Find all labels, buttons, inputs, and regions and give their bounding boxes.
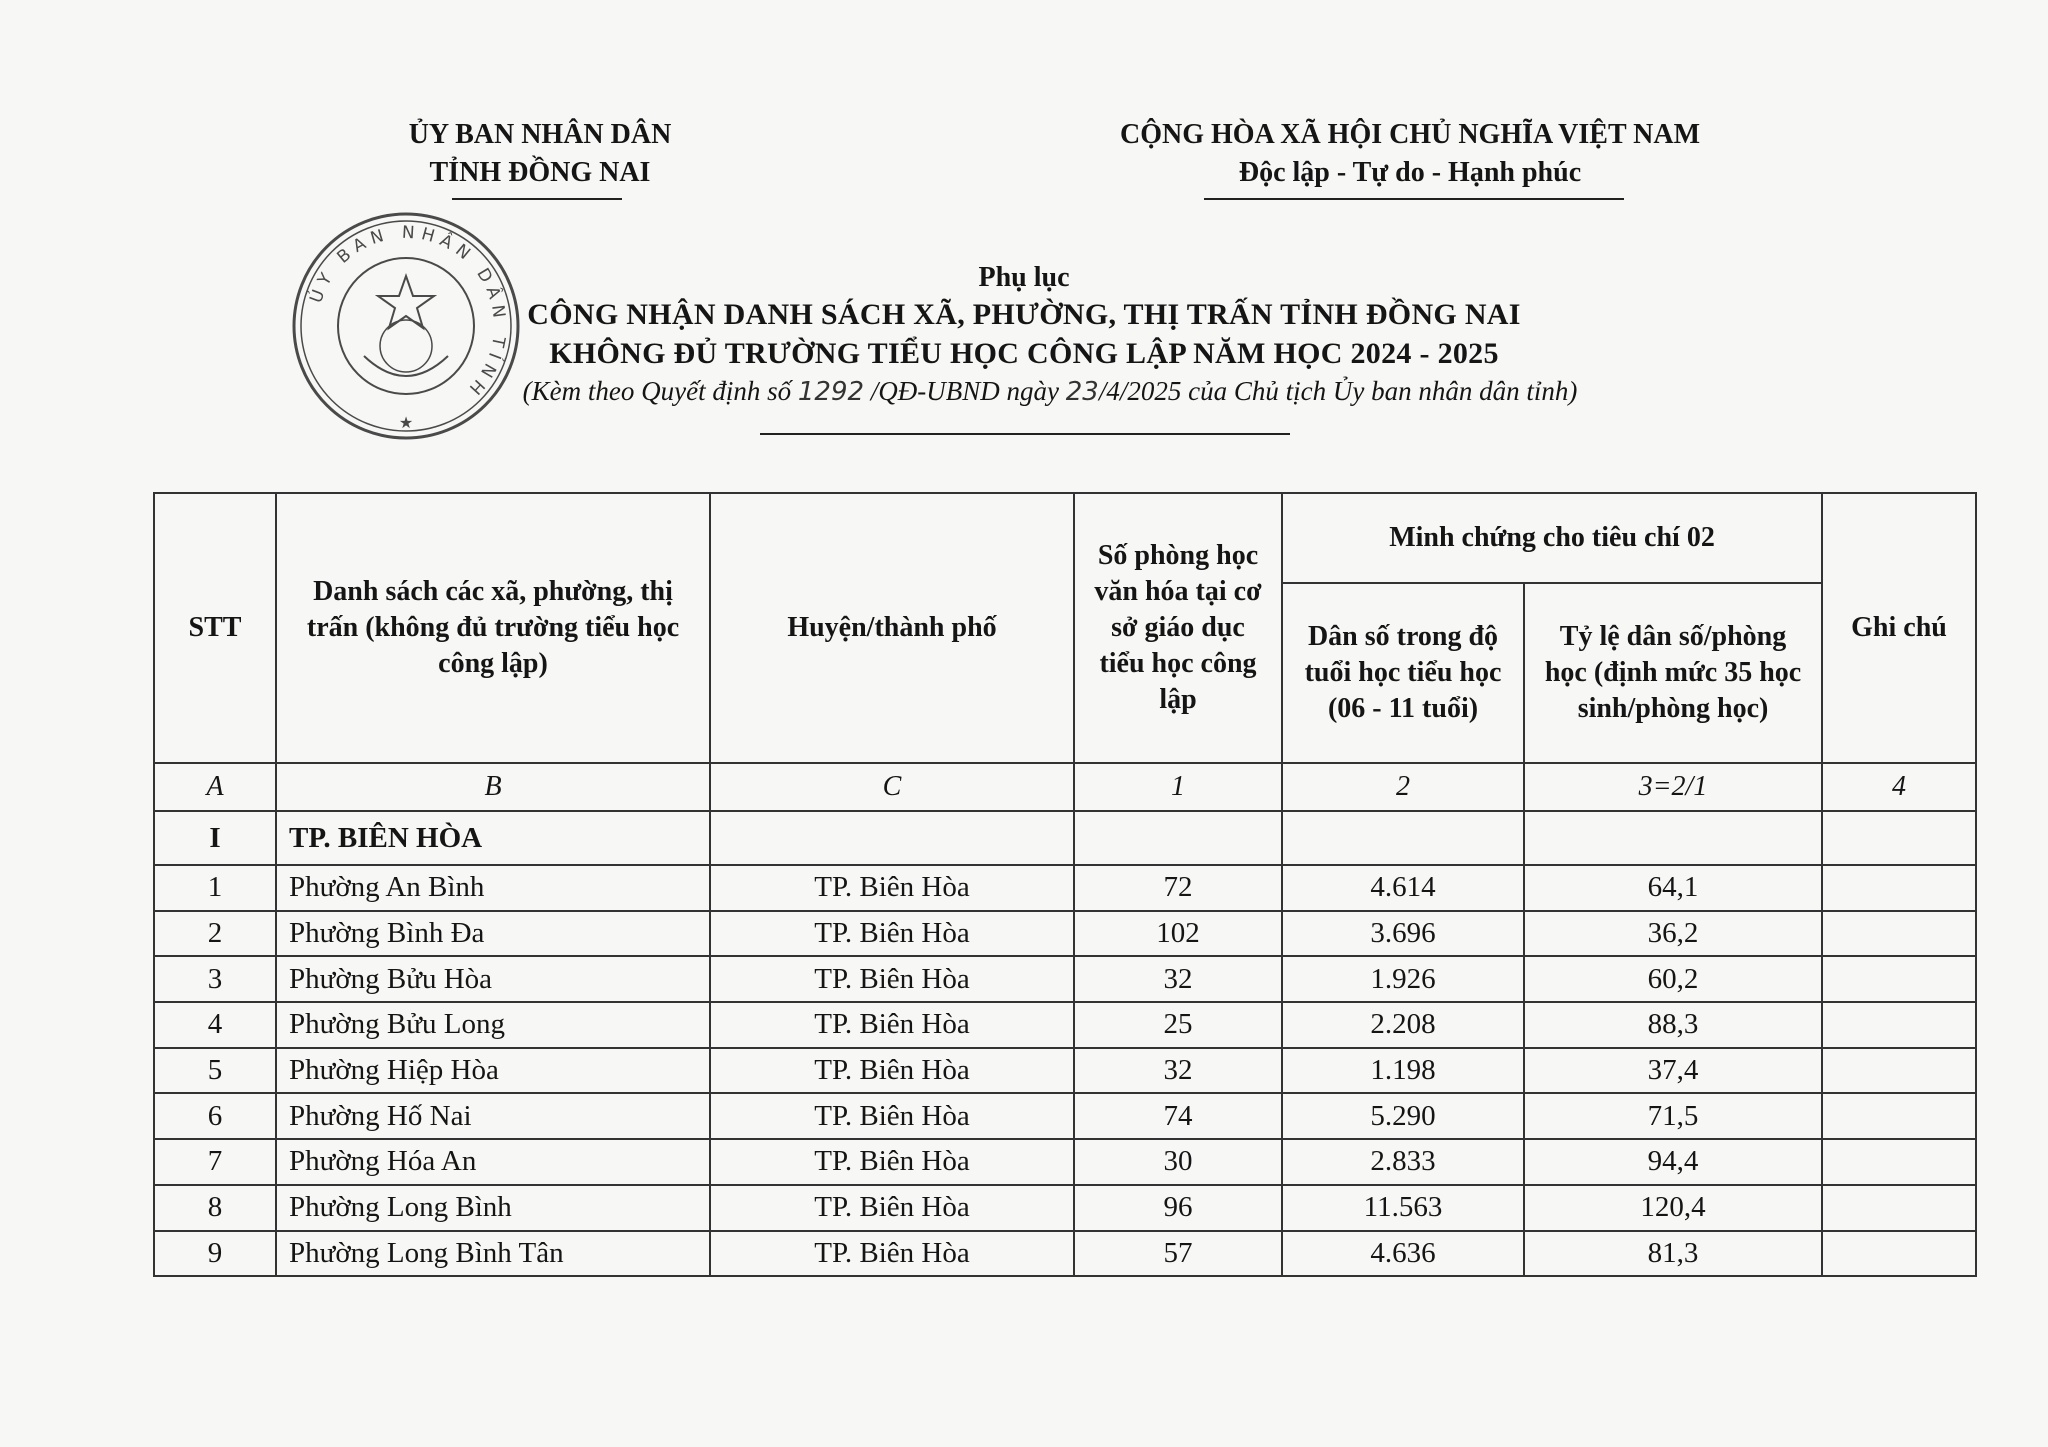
row-stt: 9	[154, 1231, 276, 1277]
row-classrooms: 30	[1074, 1139, 1282, 1185]
row-district: TP. Biên Hòa	[710, 1185, 1074, 1231]
row-classrooms: 96	[1074, 1185, 1282, 1231]
issuer-line2: TỈNH ĐỒNG NAI	[429, 157, 651, 188]
table-row	[154, 865, 1976, 911]
empty-cell	[1074, 811, 1282, 865]
row-ratio: 81,3	[1524, 1231, 1822, 1277]
motto-underline	[1204, 198, 1624, 200]
header-district: Huyện/thành phố	[710, 493, 1074, 763]
row-commune-name: Phường Hóa An	[276, 1139, 710, 1185]
row-note	[1822, 865, 1976, 911]
row-commune-name: Phường Long Bình	[276, 1185, 710, 1231]
row-district: TP. Biên Hòa	[710, 1231, 1074, 1277]
row-classrooms: 32	[1074, 956, 1282, 1002]
row-note	[1822, 956, 1976, 1002]
section-number: I	[154, 811, 276, 865]
row-ratio: 36,2	[1524, 911, 1822, 957]
row-commune-name: Phường Hiệp Hòa	[276, 1048, 710, 1094]
row-stt: 1	[154, 865, 276, 911]
table-row	[154, 911, 1976, 957]
row-classrooms: 102	[1074, 911, 1282, 957]
appendix-label: Phụ lục	[978, 262, 1070, 293]
header-population: Dân số trong độ tuổi học tiểu học (06 - 11 tuổi)	[1282, 583, 1524, 763]
index-cell: A	[154, 763, 276, 811]
row-stt: 5	[154, 1048, 276, 1094]
empty-cell	[1282, 811, 1524, 865]
empty-cell	[710, 811, 1074, 865]
table-row	[154, 1139, 1976, 1185]
issuer-line1: ỦY BAN NHÂN DÂN	[408, 119, 672, 150]
row-district: TP. Biên Hòa	[710, 1002, 1074, 1048]
table-row	[154, 1048, 1976, 1094]
row-classrooms: 25	[1074, 1002, 1282, 1048]
row-ratio: 94,4	[1524, 1139, 1822, 1185]
row-note	[1822, 1093, 1976, 1139]
country-name: CỘNG HÒA XÃ HỘI CHỦ NGHĨA VIỆT NAM	[1119, 119, 1701, 150]
column-index-row	[154, 763, 1976, 811]
index-cell: 4	[1822, 763, 1976, 811]
row-commune-name: Phường Hố Nai	[276, 1093, 710, 1139]
decision-number: 1292	[797, 377, 865, 407]
table-row	[154, 1185, 1976, 1231]
motto: Độc lập - Tự do - Hạnh phúc	[1238, 157, 1582, 188]
document-title-line2: KHÔNG ĐỦ TRƯỜNG TIỂU HỌC CÔNG LẬP NĂM HỌC 2024 - 2025	[549, 337, 1499, 370]
decision-suffix: /4/2025 của Chủ tịch Ủy ban nhân dân tỉnh)	[1098, 376, 1578, 406]
row-commune-name: Phường Bửu Long	[276, 1002, 710, 1048]
empty-cell	[1524, 811, 1822, 865]
row-district: TP. Biên Hòa	[710, 1093, 1074, 1139]
row-ratio: 71,5	[1524, 1093, 1822, 1139]
row-district: TP. Biên Hòa	[710, 1139, 1074, 1185]
row-note	[1822, 1048, 1976, 1094]
index-cell: 2	[1282, 763, 1524, 811]
row-classrooms: 57	[1074, 1231, 1282, 1277]
row-population: 1.926	[1282, 956, 1524, 1002]
index-cell: C	[710, 763, 1074, 811]
row-population: 2.833	[1282, 1139, 1524, 1185]
issuer-underline	[452, 198, 622, 200]
decision-reference	[360, 376, 1740, 407]
index-cell: 1	[1074, 763, 1282, 811]
header-ratio: Tỷ lệ dân số/phòng học (định mức 35 học sinh/phòng học)	[1524, 583, 1822, 763]
national-motto-block	[1060, 116, 1760, 192]
row-commune-name: Phường Bình Đa	[276, 911, 710, 957]
section-name: TP. BIÊN HÒA	[276, 811, 710, 865]
row-population: 1.198	[1282, 1048, 1524, 1094]
header-classrooms: Số phòng học văn hóa tại cơ sở giáo dục tiểu học công lập	[1074, 493, 1282, 763]
row-stt: 4	[154, 1002, 276, 1048]
decision-prefix: (Kèm theo Quyết định số	[522, 376, 798, 406]
title-underline	[760, 433, 1290, 435]
seal-ring-text: ỦY BAN NHÂN DÂN TỈNH	[306, 222, 510, 403]
decision-mid: /QĐ-UBND ngày	[864, 376, 1066, 406]
row-note	[1822, 1139, 1976, 1185]
row-commune-name: Phường An Bình	[276, 865, 710, 911]
header-evidence: Minh chứng cho tiêu chí 02	[1282, 493, 1822, 583]
row-district: TP. Biên Hòa	[710, 865, 1074, 911]
table-row	[154, 956, 1976, 1002]
row-population: 2.208	[1282, 1002, 1524, 1048]
section-row	[154, 811, 1976, 865]
empty-cell	[1822, 811, 1976, 865]
commune-table	[153, 492, 1977, 1277]
row-stt: 3	[154, 956, 276, 1002]
row-district: TP. Biên Hòa	[710, 956, 1074, 1002]
row-note	[1822, 1002, 1976, 1048]
row-classrooms: 72	[1074, 865, 1282, 911]
row-district: TP. Biên Hòa	[710, 911, 1074, 957]
header-commune-list: Danh sách các xã, phường, thị trấn (không đủ trường tiểu học công lập)	[276, 493, 710, 763]
issuer-block	[330, 116, 750, 192]
svg-text:★: ★	[398, 415, 414, 432]
row-stt: 8	[154, 1185, 276, 1231]
row-classrooms: 74	[1074, 1093, 1282, 1139]
row-stt: 2	[154, 911, 276, 957]
row-note	[1822, 1185, 1976, 1231]
decision-day: 23	[1065, 377, 1099, 407]
row-population: 11.563	[1282, 1185, 1524, 1231]
index-cell: 3=2/1	[1524, 763, 1822, 811]
row-population: 5.290	[1282, 1093, 1524, 1139]
row-population: 4.614	[1282, 865, 1524, 911]
row-ratio: 64,1	[1524, 865, 1822, 911]
document-title-line1: CÔNG NHẬN DANH SÁCH XÃ, PHƯỜNG, THỊ TRẤN TỈNH ĐỒNG NAI	[527, 298, 1521, 331]
row-ratio: 60,2	[1524, 956, 1822, 1002]
row-ratio: 37,4	[1524, 1048, 1822, 1094]
row-note	[1822, 1231, 1976, 1277]
row-district: TP. Biên Hòa	[710, 1048, 1074, 1094]
row-population: 4.636	[1282, 1231, 1524, 1277]
row-note	[1822, 911, 1976, 957]
table-row	[154, 1093, 1976, 1139]
row-stt: 7	[154, 1139, 276, 1185]
row-ratio: 88,3	[1524, 1002, 1822, 1048]
row-population: 3.696	[1282, 911, 1524, 957]
row-stt: 6	[154, 1093, 276, 1139]
table-row	[154, 1002, 1976, 1048]
row-ratio: 120,4	[1524, 1185, 1822, 1231]
header-stt: STT	[154, 493, 276, 763]
row-commune-name: Phường Bửu Hòa	[276, 956, 710, 1002]
row-commune-name: Phường Long Bình Tân	[276, 1231, 710, 1277]
header-note: Ghi chú	[1822, 493, 1976, 763]
row-classrooms: 32	[1074, 1048, 1282, 1094]
index-cell: B	[276, 763, 710, 811]
table-row	[154, 1231, 1976, 1277]
